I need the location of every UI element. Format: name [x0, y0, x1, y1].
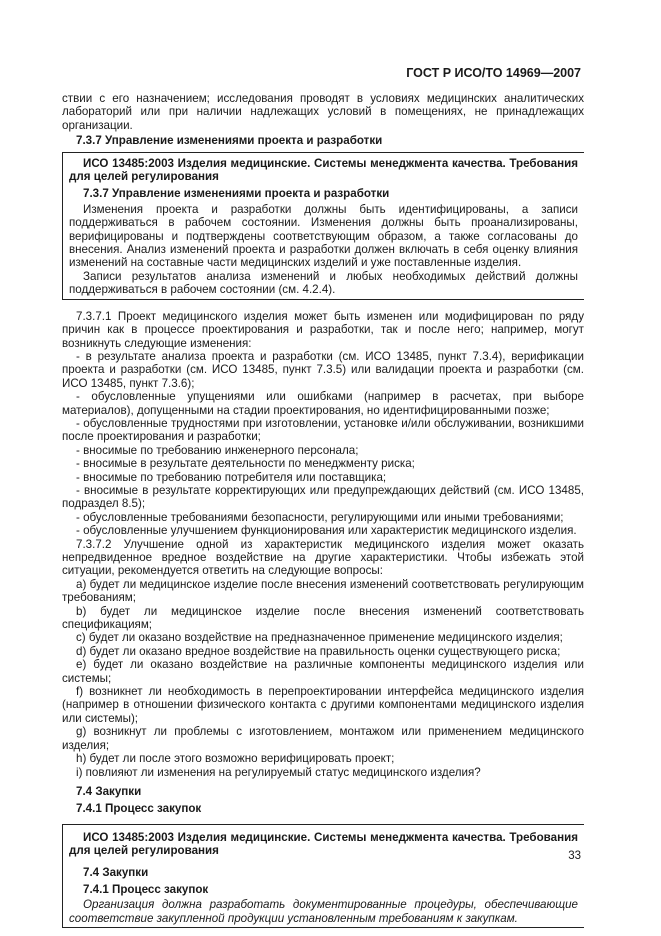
list-item: - вносимые в результате корректирующих или предупреждающих действий (см. ИСО 13485, подраздел 8.5); — [62, 483, 584, 511]
list-item: - обусловленные требованиями безопасности, регулирующими или иными требованиями; — [76, 510, 564, 524]
iso-quote-heading: 7.4 Закупки — [83, 865, 149, 879]
iso-quote-box-2 — [62, 824, 584, 928]
list-item: f) возникнет ли необходимость в перепроектировании интерфейса медицинского изделия (например в отношении физического контакта с другими компонентами медицинского изделия или системы); — [62, 685, 584, 725]
section-heading-7-4-1: 7.4.1 Процесс закупок — [76, 802, 202, 816]
list-item: - вносимые по требованию инженерного персонала; — [76, 443, 359, 457]
document-header: ГОСТ Р ИСО/ТО 14969—2007 — [406, 66, 581, 80]
iso-quote-title: ИСО 13485:2003 Изделия медицинские. Системы менеджмента качества. Требования для целей регулирования — [69, 156, 578, 184]
iso-quote-paragraph: Организация должна разработать документированные процедуры, обеспечивающие соответствие закупленной продукции установленным требованиям к закупкам. — [69, 898, 578, 925]
list-item: e) будет ли оказано воздействие на различные компоненты медицинского изделия или системы; — [62, 658, 584, 685]
list-item: - обусловленные упущениями или ошибками (например в расчетах, при выборе материалов), допущенными на стадии проектирования, но идентифицированными позже; — [62, 390, 584, 417]
list-item: i) повлияют ли изменения на регулируемый статус медицинского изделия? — [76, 765, 481, 779]
list-item: c) будет ли оказано воздействие на предназначенное применение медицинского изделия; — [76, 631, 563, 645]
iso-quote-paragraph: Записи результатов анализа изменений и любых необходимых действий должны поддерживаться в рабочем состоянии (см. 4.2.4). — [69, 269, 578, 297]
questions-list — [62, 578, 584, 779]
paragraph-continuation: ствии с его назначением; исследования проводят в условиях медицинских аналитических лабораторий или при наличии надлежащих условий в помещениях, не принадлежащих организации. — [62, 92, 584, 132]
list-item: - вносимые в результате деятельности по менеджменту риска; — [76, 457, 415, 471]
paragraph-7-3-7-2: 7.3.7.2 Улучшение одной из характеристик медицинского изделия может оказать непредвиденное вредное воздействие на другие характеристики. Чтобы избежать этой ситуации, рекомендуется ответить на следующие вопросы: — [62, 537, 584, 578]
list-item: - обусловленные улучшением функционирования или характеристик медицинского изделия. — [76, 524, 577, 538]
list-item: d) будет ли оказано вредное воздействие на правильность оценки существующего риска; — [76, 644, 561, 658]
page-content — [62, 92, 584, 932]
list-item: h) будет ли после этого возможно верифицировать проект; — [76, 752, 395, 766]
iso-quote-heading: 7.3.7 Управление изменениями проекта и разработки — [83, 187, 390, 201]
list-item: - обусловленные трудностями при изготовлении, установке и/или обслуживании, возникшими после проектирования и разработки; — [62, 416, 584, 444]
iso-quote-paragraph: Изменения проекта и разработки должны быть идентифицированы, а записи поддерживаться в рабочем состоянии. Изменения должны быть проанализированы, верифицированы и подтверждены соответствующим образом, а также согласованы до внесения. Анализ изменений проекта и разработки должен включать в себя оценку влияния изменений на составные части медицинских изделий и уже поставленные изделия. — [69, 202, 578, 270]
section-heading-7-3-7: 7.3.7 Управление изменениями проекта и разработки — [76, 134, 383, 148]
iso-quote-box-1 — [62, 152, 584, 300]
list-item: b) будет ли медицинское изделие после внесения изменений соответствовать спецификациям; — [62, 604, 584, 632]
iso-quote-heading: 7.4.1 Процесс закупок — [83, 882, 209, 896]
list-item: g) возникнут ли проблемы с изготовлением, монтажом или применением медицинского изделия; — [62, 725, 584, 752]
change-reasons-list — [62, 350, 584, 538]
section-heading-7-4: 7.4 Закупки — [76, 784, 142, 798]
page-number: 33 — [568, 850, 581, 862]
iso-quote-title: ИСО 13485:2003 Изделия медицинские. Системы менеджмента качества. Требования для целей регулирования — [69, 830, 578, 858]
list-item: a) будет ли медицинское изделие после внесения изменений соответствовать регулирующим требованиям; — [62, 577, 584, 605]
list-item: - вносимые по требованию потребителя или поставщика; — [76, 470, 387, 484]
list-item: - в результате анализа проекта и разработки (см. ИСО 13485, пункт 7.3.4), верификации проекта и разработки (см. ИСО 13485, пункт 7.3.5) или валидации проекта и разработки (см. ИСО 13485, пункт 7.3.6); — [62, 349, 584, 390]
paragraph-7-3-7-1: 7.3.7.1 Проект медицинского изделия может быть изменен или модифицирован по ряду причин как в процессе проектирования и разработки, так и после него; например, могут возникнуть следующие изменения: — [62, 309, 584, 350]
